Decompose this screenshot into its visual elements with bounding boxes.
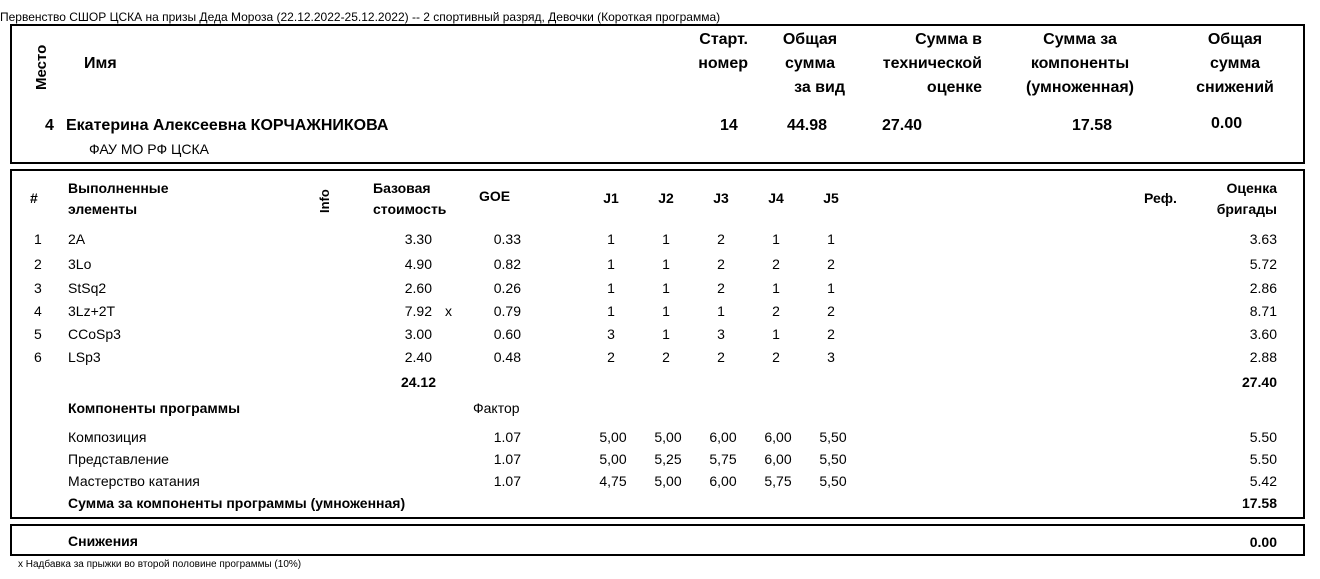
skater-name: Екатерина Алексеевна КОРЧАЖНИКОВА: [66, 117, 389, 134]
skater-tes: 27.40: [882, 117, 923, 134]
component-name: Композиция: [68, 429, 147, 445]
deductions-value: 0.00: [1249, 534, 1277, 550]
rank-header: Место: [33, 44, 50, 90]
pcs-sum-value: 17.58: [1241, 495, 1277, 511]
component-j2: 5,00: [654, 473, 682, 489]
element-j4: 2: [772, 349, 780, 365]
name-header: Имя: [84, 55, 117, 72]
component-j4: 6,00: [764, 451, 792, 467]
element-name: 3Lo: [68, 256, 92, 272]
element-j1: 1: [607, 303, 615, 319]
elements-header: Выполненные элементы: [68, 180, 169, 217]
element-base: 3.00: [404, 326, 432, 342]
element-j4: 1: [772, 280, 780, 296]
goe-header: GOE: [479, 188, 511, 204]
component-j4: 5,75: [764, 473, 792, 489]
pcs-sum-label: Сумма за компоненты программы (умноженная): [68, 495, 406, 511]
element-j2: 1: [662, 303, 670, 319]
element-base: 2.60: [404, 280, 432, 296]
info-header: Info: [317, 189, 332, 213]
component-score: 5.42: [1249, 473, 1277, 489]
element-j5: 1: [827, 231, 835, 247]
element-num: 5: [34, 326, 42, 342]
tes-header: Сумма в технической оценке: [882, 31, 982, 96]
element-j4: 2: [772, 303, 780, 319]
factor-header: Фактор: [473, 400, 520, 416]
element-name: CCoSp3: [68, 326, 121, 342]
total-header: Общая сумма за вид: [782, 31, 845, 96]
element-base: 2.40: [404, 349, 432, 365]
element-score: 5.72: [1249, 256, 1277, 272]
element-j1: 3: [607, 326, 615, 342]
element-j2: 1: [662, 280, 670, 296]
component-j2: 5,25: [654, 451, 682, 467]
component-name: Представление: [68, 451, 169, 467]
footnote: x Надбавка за прыжки во второй половине программы (10%): [18, 559, 302, 570]
element-num: 4: [34, 303, 42, 319]
skater-pcs: 17.58: [1072, 117, 1113, 134]
base-total: 24.12: [400, 374, 436, 390]
component-factor: 1.07: [493, 429, 521, 445]
element-j3: 2: [717, 349, 725, 365]
element-j3: 3: [717, 326, 725, 342]
j5-header: J5: [823, 190, 839, 206]
element-goe: 0.33: [493, 231, 521, 247]
component-j3: 6,00: [709, 473, 737, 489]
element-j2: 1: [662, 256, 670, 272]
skater-total: 44.98: [787, 117, 828, 134]
deductions-label: Снижения: [68, 533, 138, 549]
j2-header: J2: [658, 190, 674, 206]
skater-deductions: 0.00: [1211, 115, 1243, 132]
element-j5: 3: [827, 349, 835, 365]
element-name: 2A: [68, 231, 86, 247]
element-score: 3.60: [1249, 326, 1277, 342]
element-goe: 0.79: [493, 303, 521, 319]
component-j5: 5,50: [819, 451, 847, 467]
component-name: Мастерство катания: [68, 473, 200, 489]
component-factor: 1.07: [493, 451, 521, 467]
j4-header: J4: [768, 190, 784, 206]
component-j1: 4,75: [599, 473, 627, 489]
element-goe: 0.26: [493, 280, 521, 296]
component-j1: 5,00: [599, 451, 627, 467]
deductions-header: Общая сумма снижений: [1196, 31, 1274, 96]
num-header: #: [30, 190, 38, 206]
element-j1: 1: [607, 256, 615, 272]
components-header: Компоненты программы: [68, 400, 241, 416]
skater-club: ФАУ МО РФ ЦСКА: [89, 141, 209, 157]
element-num: 3: [34, 280, 42, 296]
element-j2: 2: [662, 349, 670, 365]
component-j3: 5,75: [709, 451, 737, 467]
component-factor: 1.07: [493, 473, 521, 489]
element-score: 2.88: [1249, 349, 1277, 365]
element-j3: 1: [717, 303, 725, 319]
element-j3: 2: [717, 231, 725, 247]
component-score: 5.50: [1249, 429, 1277, 445]
panel-score-header: Оценка бригады: [1216, 180, 1277, 217]
element-score: 8.71: [1249, 303, 1277, 319]
element-j1: 1: [607, 280, 615, 296]
element-j2: 1: [662, 326, 670, 342]
tes-total: 27.40: [1241, 374, 1277, 390]
j3-header: J3: [713, 190, 729, 206]
element-num: 1: [34, 231, 42, 247]
element-base: 7.92: [404, 303, 432, 319]
element-score: 2.86: [1249, 280, 1277, 296]
element-j1: 2: [607, 349, 615, 365]
element-j5: 2: [827, 303, 835, 319]
component-j5: 5,50: [819, 473, 847, 489]
event-title: Первенство СШОР ЦСКА на призы Деда Мороза (22.12.2022-25.12.2022) -- 2 спортивный разряд, Девочки (Короткая программа): [0, 10, 721, 24]
element-goe: 0.48: [493, 349, 521, 365]
element-base: 3.30: [404, 231, 432, 247]
component-j3: 6,00: [709, 429, 737, 445]
element-j5: 2: [827, 326, 835, 342]
component-j2: 5,00: [654, 429, 682, 445]
element-j2: 1: [662, 231, 670, 247]
element-info: x: [445, 303, 452, 319]
base-value-header: Базовая стоимость: [373, 180, 447, 217]
start-no-header: Старт. номер: [698, 31, 748, 72]
deductions-box: [10, 524, 1305, 556]
element-goe: 0.60: [493, 326, 521, 342]
component-j1: 5,00: [599, 429, 627, 445]
element-num: 6: [34, 349, 42, 365]
component-j4: 6,00: [764, 429, 792, 445]
element-j1: 1: [607, 231, 615, 247]
element-j3: 2: [717, 280, 725, 296]
element-j3: 2: [717, 256, 725, 272]
component-j5: 5,50: [819, 429, 847, 445]
element-j4: 1: [772, 231, 780, 247]
element-name: 3Lz+2T: [68, 303, 116, 319]
element-goe: 0.82: [493, 256, 521, 272]
element-j4: 2: [772, 256, 780, 272]
skater-rank: 4: [45, 117, 54, 134]
element-name: StSq2: [68, 280, 107, 296]
ref-header: Реф.: [1144, 190, 1177, 206]
element-num: 2: [34, 256, 42, 272]
component-score: 5.50: [1249, 451, 1277, 467]
element-score: 3.63: [1249, 231, 1277, 247]
element-j5: 2: [827, 256, 835, 272]
element-base: 4.90: [404, 256, 432, 272]
skater-start-no: 14: [720, 117, 738, 134]
element-j5: 1: [827, 280, 835, 296]
element-name: LSp3: [68, 349, 101, 365]
j1-header: J1: [603, 190, 619, 206]
element-j4: 1: [772, 326, 780, 342]
pcs-header: Сумма за компоненты (умноженная): [1026, 31, 1134, 96]
